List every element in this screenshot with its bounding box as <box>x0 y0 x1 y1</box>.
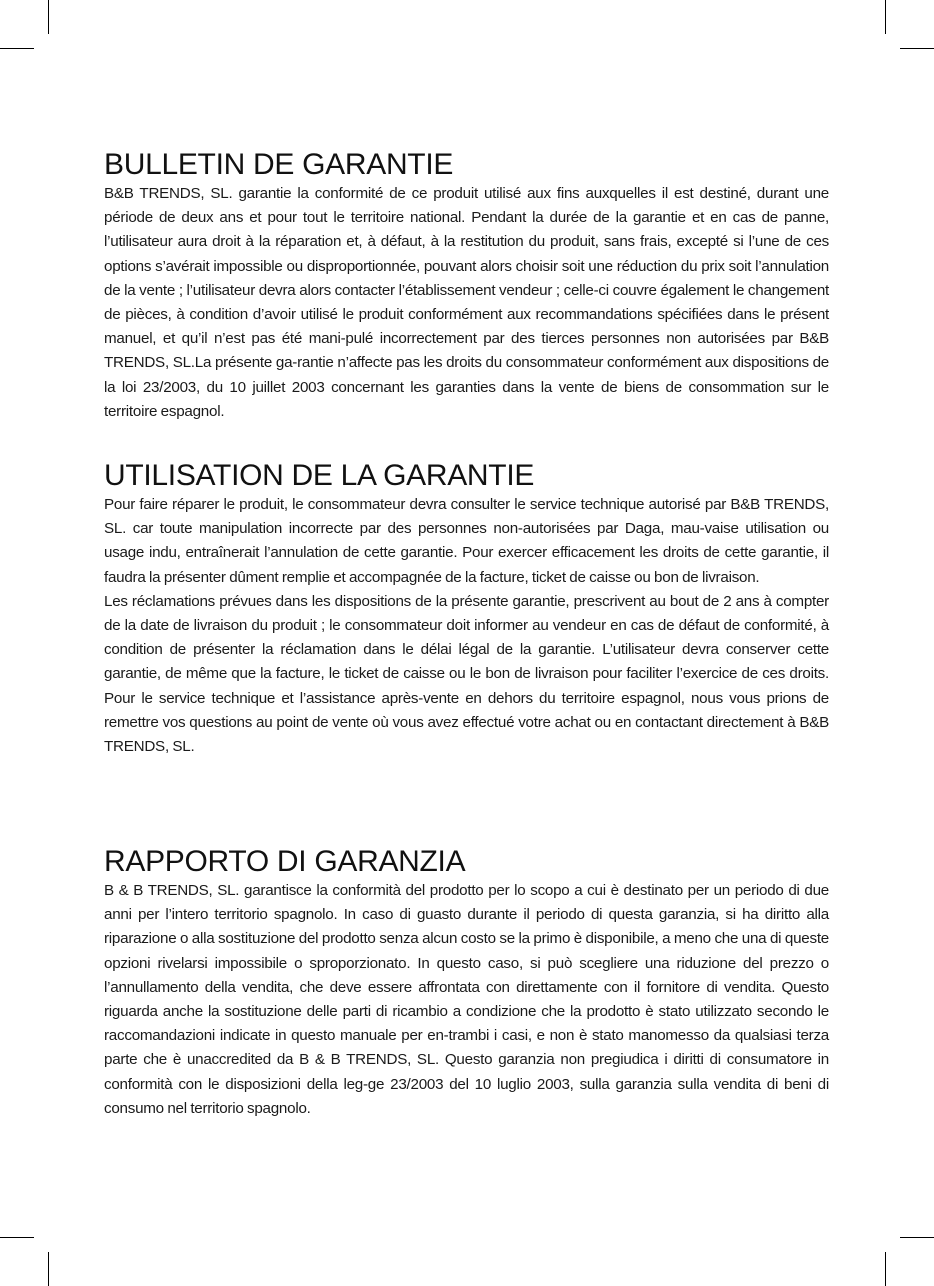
crop-mark-top-left-horizontal <box>0 48 34 49</box>
warranty-bulletin-section <box>104 148 829 424</box>
warranty-report-section <box>104 845 829 1121</box>
section-paragraph: Les réclamations prévues dans les dispositions de la présente garantie, prescrivent au bout de 2 ans à compter de la date de livraison du produit ; le consommateur doit informer au vendeur en cas de défaut de conformité, à condition de présenter la réclamation dans le délai légal de la garantie. L’utilisateur devra conserver cette garantie, de même que la facture, le ticket de caisse ou le bon de livraison pour faciliter l’exercice de ces droits. Pour le service technique et l’assistance après-vente en dehors du territoire espagnol, nous vous prions de remettre vos questions au point de vente où vous avez effectué votre achat ou en contactant directement à B&B TRENDS, SL. <box>104 592 829 756</box>
crop-mark-top-right-vertical <box>885 0 886 34</box>
crop-mark-top-left-vertical <box>48 0 49 34</box>
crop-mark-bottom-right-horizontal <box>900 1237 934 1238</box>
section-heading: BULLETIN DE GARANTIE <box>104 148 454 181</box>
crop-mark-bottom-right-vertical <box>885 1252 886 1286</box>
crop-mark-bottom-left-horizontal <box>0 1237 34 1238</box>
section-paragraph: B&B TRENDS, SL. garantie la conformité de ce produit utilisé aux fins auxquelles il est destiné, durant une période de deux ans et pour tout le territoire national. Pendant la durée de la garantie et en cas de panne, l’utilisateur aura droit à la réparation et, à défaut, à la restitution du produit, sans frais, excepté si l’une de ces options s’avérait impossible ou disproportionnée, pouvant alors choisir soit une réduction du prix soit l’annulation de la vente ; l’utilisateur devra alors contacter l’établissement vendeur ; celle-ci couvre également le changement de pièces, à condition d’avoir utilisé le produit conformément aux recommandations spécifiées dans le présent manuel, et qu’il n’est pas été mani-pulé incorrectement par des tierces personnes non autorisées par B&B TRENDS, SL.La présente ga-rantie n’affecte pas les droits du consommateur conformément aux dispositions de la loi 23/2003, du 10 juillet 2003 concernant les garanties dans la vente de biens de consommation sur le territoire espagnol. <box>104 185 829 420</box>
crop-mark-bottom-left-vertical <box>48 1252 49 1286</box>
warranty-usage-section <box>104 459 829 759</box>
section-paragraph: Pour faire réparer le produit, le consommateur devra consulter le service technique autorisé par B&B TRENDS, SL. car toute manipulation incorrecte par des personnes non-autorisées par Daga, mau-vaise utilisation ou usage indu, entraînerait l’annulation de cette garantie. Pour exercer efficacement les droits de cette garantie, il faudra la présenter dûment remplie et accompagnée de la facture, ticket de caisse ou bon de livraison. <box>104 496 829 586</box>
section-paragraph: B & B TRENDS, SL. garantisce la conformità del prodotto per lo scopo a cui è destinato per un periodo di due anni per l’intero territorio spagnolo. In caso di guasto durante il periodo di questa garanzia, si ha diritto alla riparazione o alla sostituzione del prodotto senza alcun costo se la primo è disponibile, a meno che una di queste opzioni rivelarsi impossibile o sproporzionato. In questo caso, si può scegliere una riduzione del prezzo o l’annullamento della vendita, che deve essere affrontata con direttamente con il fornitore di vendita. Questo riguarda anche la sostituzione delle parti di ricambio a condizione che la prodotto è stato utilizzato secondo le raccomandazioni indicate in questo manuale per en-trambi i casi, e non è stato manomesso da qualsiasi terza parte che è unaccredited da B & B TRENDS, SL. Questo garanzia non pregiudica i diritti di consumatore in conformità con le disposizioni della leg-ge 23/2003 del 10 luglio 2003, sulla garanzia sulla vendita di beni di consumo nel territorio spagnolo. <box>104 882 829 1117</box>
crop-mark-top-right-horizontal <box>900 48 934 49</box>
section-heading: UTILISATION DE LA GARANTIE <box>104 459 535 492</box>
section-heading: RAPPORTO DI GARANZIA <box>104 845 466 878</box>
